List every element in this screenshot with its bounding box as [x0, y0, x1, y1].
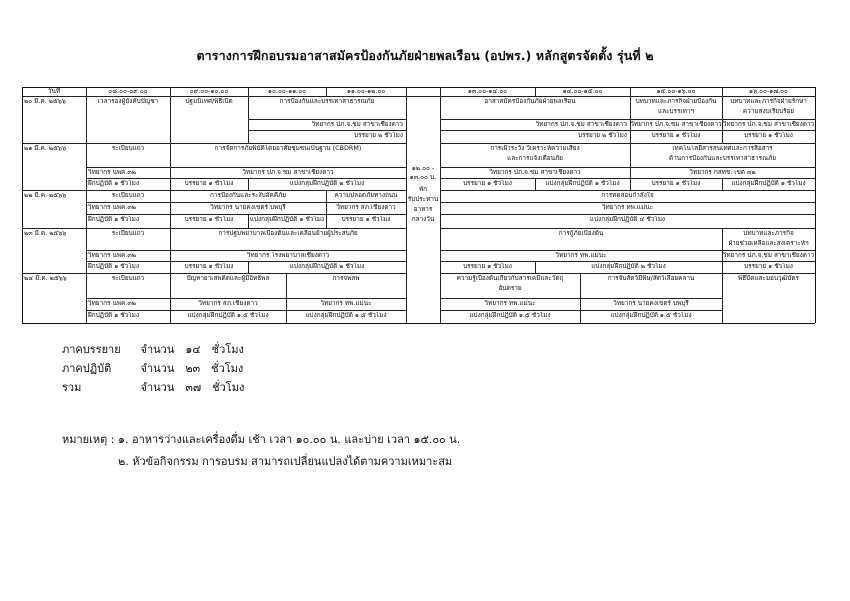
duration: แบ่งกลุ่มฝึกปฏิบัติ ๔ ชั่วโมง [589, 216, 666, 223]
cell-divider [535, 178, 536, 190]
header-slot: ๑๑.๐๐-๑๒.๐๐ [346, 88, 386, 95]
row-divider [86, 167, 406, 168]
date-col-divider [86, 87, 87, 323]
summary-prefix: จำนวน [140, 343, 175, 356]
summary-label: ภาคบรรยาย [62, 343, 121, 356]
duration: ฝึกปฏิบัติ ๑ ชั่วโมง [88, 312, 139, 319]
duration: แบ่งกลุ่มฝึกปฏิบัติ ๒ ชั่วโมง [289, 263, 365, 270]
duration: แบ่งกลุ่มฝึกปฏิบัติ ๑.๕ ชั่วโมง [187, 312, 269, 319]
speaker: วิทยากร ปภ.จ.ชม สาขาเชียงดาว [535, 121, 627, 128]
header-slot: ๑๖.๐๐-๑๗.๐๐ [749, 88, 788, 95]
row-divider [440, 119, 815, 120]
table-border-bottom [22, 323, 815, 324]
day-divider [440, 228, 815, 229]
day-date: ๒๑ มี.ค. ๒๕๖๖ [24, 145, 67, 152]
duration: ฝึกปฏิบัติ ๑ ชั่วโมง [88, 263, 139, 270]
day-divider [440, 190, 815, 191]
summary-value: ๒๓ [185, 362, 201, 375]
duration: บรรยาย ๒ ชั่วโมง [354, 132, 403, 139]
session-title: การจัดการภัยพิบัติโดยอาศัยชุมชนเป็นฐาน (CBDRM) [214, 145, 362, 152]
table-border-right [815, 87, 816, 323]
header-slot: ๑๐.๐๐-๑๑.๐๐ [267, 88, 307, 95]
duration: บรรยาย ๑ ชั่วโมง [744, 132, 793, 139]
session-title: ปฐมนิเทศ/พิธีเปิด [185, 98, 233, 105]
row-divider [440, 130, 815, 131]
speaker: วิทยากร ปภ.จ.ชม สาขาเชียงดาว [722, 252, 815, 259]
duration: แบ่งกลุ่มฝึกปฏิบัติ ๒ ชั่วโมง [289, 180, 365, 187]
session-title: ระเบียบแถว [111, 230, 145, 237]
session-title: ความรู้เบื้องต้นเกี่ยวกับสารเคมีและวัตถุ [456, 275, 564, 282]
cell-divider [535, 261, 536, 273]
speaker: วิทยากร นพค.๓๒ [88, 252, 136, 259]
summary-row-lecture [62, 340, 462, 359]
duration: บรรยาย ๑ ชั่วโมง [184, 216, 234, 223]
row-divider [86, 310, 406, 311]
header-slot: ๑๓.๐๐-๑๔.๐๐ [467, 88, 508, 95]
header-slot: ๐๘.๐๐-๐๙.๐๐ [108, 88, 148, 95]
speaker: วิทยากร สภ.เชียงดาว [198, 300, 258, 307]
summary-label: ภาคปฏิบัติ [62, 362, 112, 375]
duration: บรรยาย ๑ ชั่วโมง [463, 180, 512, 187]
header-slot: ๑๕.๐๐-๑๖.๐๐ [656, 88, 696, 95]
duration: ฝึกปฏิบัติ ๑ ชั่วโมง [88, 180, 139, 187]
day-divider [22, 228, 406, 229]
summary-value: ๑๔ [185, 343, 201, 356]
session-title: การจับสัตว์มีพิษ/สัตว์เลื้อยคลาน [607, 275, 695, 282]
row-divider [248, 119, 406, 120]
duration: บรรยาย ๑ ชั่วโมง [744, 263, 793, 270]
session-title: การเฝ้าระวัง วิเคราะห์ความเสี่ยง [490, 145, 580, 152]
notes-label: หมายเหตุ : [62, 433, 115, 446]
summary-label: รวม [62, 381, 82, 394]
summary-row-practice [62, 359, 462, 378]
day-date: ๒๓ มี.ค. ๒๕๖๖ [24, 230, 67, 237]
day-date: ๒๐ มี.ค. ๒๕๖๖ [24, 98, 66, 105]
speaker: วิทยากร ทพ.แม่นะ [555, 252, 607, 259]
session-title: การป้องกันและระงับอัคคีภัย [210, 192, 286, 199]
lunch-note: กลางวัน [411, 216, 435, 223]
row-divider [86, 261, 406, 262]
row-divider [440, 250, 815, 251]
day-divider [440, 143, 815, 144]
cell-divider [248, 214, 249, 228]
session-title: เวลารองผู้บังคับบัญชา [97, 98, 159, 105]
cell-divider [170, 96, 171, 143]
session-title: ด้านการป้องกันและบรรเทาสาธารณภัย [669, 155, 776, 162]
session-title: การกู้ภัยเบื้องต้น [558, 230, 604, 237]
speaker: วิทยากร สภ.เชียงดาว [336, 204, 396, 211]
row-divider [86, 202, 406, 203]
lunch-note: พัก [418, 186, 428, 193]
row-divider [440, 298, 722, 299]
session-title: บทบาทและภารกิจฝ่ายรักษา [730, 98, 807, 105]
session-title: ระเบียบแถว [111, 275, 145, 282]
day-date: ๒๒ มี.ค. ๒๕๖๖ [24, 192, 67, 199]
duration: ฝึกปฏิบัติ ๑ ชั่วโมง [88, 216, 139, 223]
duration: บรรยาย ๑ ชั่วโมง [341, 216, 391, 223]
speaker: วิทยากร นพค.๓๒ [88, 204, 136, 211]
note-item: ๑. อาหารว่างและเครื่องดื่ม เช้า เวลา ๑๐.๐๐ น. และบ่าย เวลา ๑๕.๐๐ น. [118, 433, 461, 446]
session-title: และการแจ้งเตือนภัย [507, 155, 563, 162]
summary-unit: ชั่วโมง [212, 381, 245, 394]
speaker: วิทยากร ปภ.จ.ชม สาขาเชียงดาว [630, 121, 722, 128]
row-divider [86, 298, 406, 299]
session-title: ความปลอดภัยทางถนน [334, 192, 398, 199]
day-divider [440, 273, 815, 274]
speaker: วิทยากร ทพ.แม่นะ [601, 204, 654, 211]
row-divider [440, 178, 815, 179]
session-title: อันตราย [498, 285, 522, 292]
session-title: บทบาทและภารกิจ [743, 230, 794, 237]
session-title: ปัญหายาเสพติดและผู้มีอิทธิพล [186, 275, 270, 282]
duration: บรรยาย ๑ ชั่วโมง [651, 180, 701, 187]
row-divider [86, 214, 406, 215]
header-divider [22, 96, 815, 97]
row-divider [440, 310, 722, 311]
cell-divider [248, 178, 249, 190]
row-divider [248, 130, 406, 131]
header-day: วันที่ [47, 88, 61, 95]
duration: บรรยาย ๑ ชั่วโมง [463, 263, 512, 270]
note-item: ๒. หัวข้อกิจกรรม การอบรม สามารถเปลี่ยนแปลงได้ตามความเหมาะสม [118, 455, 453, 468]
session-title: บทบาทและภารกิจฝ่ายป้องกัน [635, 98, 717, 105]
duration: บรรยาย ๑ ชั่วโมง [651, 132, 701, 139]
summary-prefix: จำนวน [140, 381, 175, 394]
cell-divider [722, 273, 723, 323]
speaker: วิทยากร ทพ.แม่นะ [320, 300, 372, 307]
summary-unit: ชั่วโมง [211, 362, 244, 375]
row-divider [440, 214, 815, 215]
session-title: ความสงบเรียบร้อย [742, 108, 795, 115]
day-divider [22, 273, 406, 274]
session-title: ระเบียบแถว [111, 192, 145, 199]
lunch-col-left [406, 87, 407, 323]
lunch-note: ๑๓.๐๐ น. [409, 174, 437, 181]
session-title: พิธีปิดและมอบวุฒิบัตร [738, 275, 799, 282]
session-title: การปฐมพยาบาลเบื้องต้นและเคลื่อนย้ายผู้ประสบภัย [218, 230, 358, 237]
speaker: วิทยากร นายคงเขตร์ บพบุรี [210, 204, 286, 211]
session-title: การทดสอบกำลังใจ [601, 192, 654, 199]
hours-summary [62, 340, 462, 397]
day-divider [22, 143, 406, 144]
session-title: การจพลพ [332, 275, 360, 282]
row-divider [440, 167, 815, 168]
duration: บรรยาย ๒ ชั่วโมง [578, 132, 627, 139]
day-date: ๒๔ มี.ค. ๒๕๖๖ [24, 275, 67, 282]
cell-divider [326, 190, 327, 228]
session-title: และบรรเทาฯ [658, 108, 694, 115]
header-slot: ๑๔.๐๐-๑๕.๐๐ [562, 88, 603, 95]
speaker: วิทยากร นพค.๓๒ [88, 300, 136, 307]
session-title: ฝ่ายช่วยเหลือและสงเคราะห์ฯ [728, 240, 809, 247]
row-divider [440, 202, 815, 203]
speaker: วิทยากร โรงพยาบาลเชียงดาว [246, 252, 330, 259]
cell-divider [248, 261, 249, 273]
duration: แบ่งกลุ่มฝึกปฏิบัติ ๒ ชั่วโมง [591, 263, 666, 270]
day-divider [22, 190, 406, 191]
cell-divider [722, 178, 723, 190]
session-title: อาสาสมัครป้องกันภัยฝ่ายพลเรือน [484, 98, 576, 105]
row-divider [86, 250, 406, 251]
summary-prefix: จำนวน [140, 362, 175, 375]
summary-unit: ชั่วโมง [211, 343, 244, 356]
session-title: เทคโนโลยีสารสนเทศและการสื่อสาร [672, 145, 773, 152]
duration: แบ่งกลุ่มฝึกปฏิบัติ ๑ ชั่วโมง [249, 216, 325, 223]
speaker: วิทยากร ปภ.จ.ชม สาขาเชียงดาว [311, 121, 403, 128]
duration: บรรยาย ๑ ชั่วโมง [184, 180, 234, 187]
table-border-left [22, 87, 23, 323]
session-title: การป้องกันและบรรเทาสาธารณภัย [279, 98, 375, 105]
speaker: วิทยากร ปภ.จ.ชม สาขาเชียงดาว [722, 121, 815, 128]
duration: แบ่งกลุ่มฝึกปฏิบัติ ๑.๕ ชั่วโมง [610, 312, 692, 319]
header-slot: ๐๙.๐๐-๑๐.๐๐ [189, 88, 229, 95]
row-divider [440, 261, 815, 262]
page-title: ตารางการฝึกอบรมอาสาสมัครป้องกันภัยฝ่ายพลเรือน (อปพร.) หลักสูตรจัดตั้ง รุ่นที่ ๒ [196, 48, 654, 63]
summary-row-total [62, 378, 462, 397]
speaker: วิทยากร ทพ.แม่นะ [484, 300, 536, 307]
duration: แบ่งกลุ่มฝึกปฏิบัติ ๑ ชั่วโมง [731, 180, 806, 187]
speaker: วิทยากร ปภ.จ.ชม สาขาเชียงดาว [242, 169, 334, 176]
speaker: วิทยากร กสทช. เขต ๓๒ [689, 169, 756, 176]
speaker: วิทยากร ปภ.จ.ชม สาขาเชียงดาว [489, 169, 581, 176]
duration: แบ่งกลุ่มฝึกปฏิบัติ ๑.๕ ชั่วโมง [305, 312, 387, 319]
session-title: ระเบียบแถว [111, 145, 145, 152]
summary-value: ๓๗ [185, 381, 202, 394]
speaker: วิทยากร นพค.๓๒ [88, 169, 136, 176]
lunch-note: รับประทาน [407, 196, 439, 203]
duration: แบ่งกลุ่มฝึกปฏิบัติ ๑.๕ ชั่วโมง [469, 312, 551, 319]
duration: บรรยาย ๑ ชั่วโมง [184, 263, 234, 270]
cell-divider [170, 190, 171, 228]
lunch-note: ๑๒.๐๐ - [411, 165, 435, 172]
row-divider [86, 178, 406, 179]
duration: แบ่งกลุ่มฝึกปฏิบัติ ๑ ชั่วโมง [545, 180, 620, 187]
lunch-note: อาหาร [413, 206, 433, 213]
speaker: วิทยากร นายคงเขตร์ บพบุรี [613, 300, 689, 307]
